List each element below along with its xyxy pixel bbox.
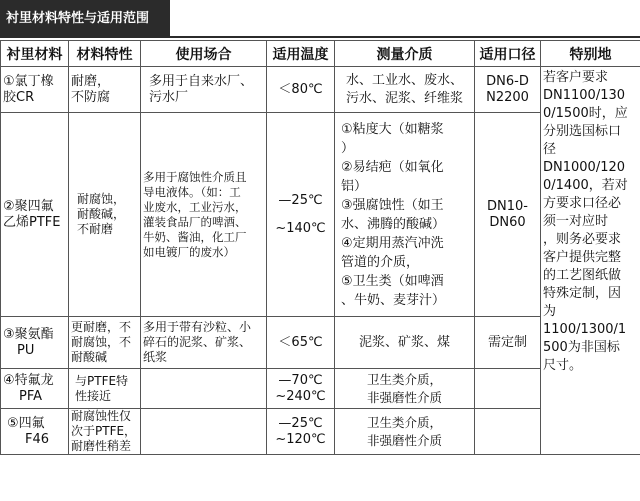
cell-media: 卫生类介质， 非强磨性介质 [335, 369, 475, 409]
cell-temperature: ＜80℃ [267, 67, 335, 113]
cell-caliber: 需定制 [475, 317, 541, 369]
header-media: 测量介质 [335, 41, 475, 67]
cell-property: 更耐磨，不 耐腐蚀，不 耐酸碱 [69, 317, 141, 369]
cell-usage: 多用于带有沙粒、小 碎石的泥浆、矿浆、 纸浆 [141, 317, 267, 369]
table-row [1, 67, 640, 113]
header-property: 材料特性 [69, 41, 141, 67]
lining-material-table [0, 40, 640, 455]
cell-property: 与PTFE特 性接近 [69, 369, 141, 409]
cell-property: 耐磨， 不防腐 [69, 67, 141, 113]
cell-media: 水、工业水、废水、 污水、泥浆、纤维浆 [335, 67, 475, 113]
cell-material: ②聚四氟 乙烯PTFE [1, 113, 69, 317]
cell-temperature: —70℃ ~240℃ [267, 369, 335, 409]
header-caliber: 适用口径 [475, 41, 541, 67]
cell-media: 卫生类介质， 非强磨性介质 [335, 409, 475, 455]
header-special: 特别地 [541, 41, 640, 67]
cell-temperature: —25℃ ~140℃ [267, 113, 335, 317]
cell-temperature: —25℃ ~120℃ [267, 409, 335, 455]
cell-property: 耐腐蚀， 耐酸碱， 不耐磨 [69, 113, 141, 317]
cell-caliber: DN6-D N2200 [475, 67, 541, 113]
section-title: 衬里材料特性与适用范围 [0, 0, 170, 38]
cell-material: ③聚氨酯 PU [1, 317, 69, 369]
header-usage: 使用场合 [141, 41, 267, 67]
cell-usage [141, 369, 267, 409]
cell-caliber [475, 369, 541, 409]
cell-usage: 多用于腐蚀性介质且 导电液体。（如：工 业废水，工业污水， 灌装食品厂的啤酒、 牛奶、酱油，化工厂 如电镀厂的废水） [141, 113, 267, 317]
cell-material: ①氯丁橡 胶CR [1, 67, 69, 113]
header-temperature: 适用温度 [267, 41, 335, 67]
cell-material: ④特氟龙 PFA [1, 369, 69, 409]
cell-media: 泥浆、矿浆、煤 [335, 317, 475, 369]
cell-special-note: 若客户要求 DN1100/130 0/1500时，应 分别选国标口 径 DN1000/120 0/1400，若对 方要求口径必 须一对应时 ，则务必要求 客户提供完整 的工艺图纸做 特殊定制，因 为 1100/1300/1 500为非国标 尺寸。 [541, 67, 640, 455]
title-underline [0, 36, 640, 38]
header-material: 衬里材料 [1, 41, 69, 67]
cell-usage [141, 409, 267, 455]
cell-media: ①粘度大（如糖浆 ） ②易结疤（如氧化 铝） ③强腐蚀性（如王 水、沸腾的酸碱） ④定期用蒸汽冲洗 管道的介质， ⑤卫生类（如啤酒 、牛奶、麦芽汁） [335, 113, 475, 317]
cell-property: 耐腐蚀性仅 次于PTFE， 耐磨性稍差 [69, 409, 141, 455]
table-header-row [1, 41, 640, 67]
cell-material: ⑤四氟 F46 [1, 409, 69, 455]
cell-usage: 多用于自来水厂、 污水厂 [141, 67, 267, 113]
cell-caliber: DN10- DN60 [475, 113, 541, 317]
cell-caliber [475, 409, 541, 455]
cell-temperature: ＜65℃ [267, 317, 335, 369]
